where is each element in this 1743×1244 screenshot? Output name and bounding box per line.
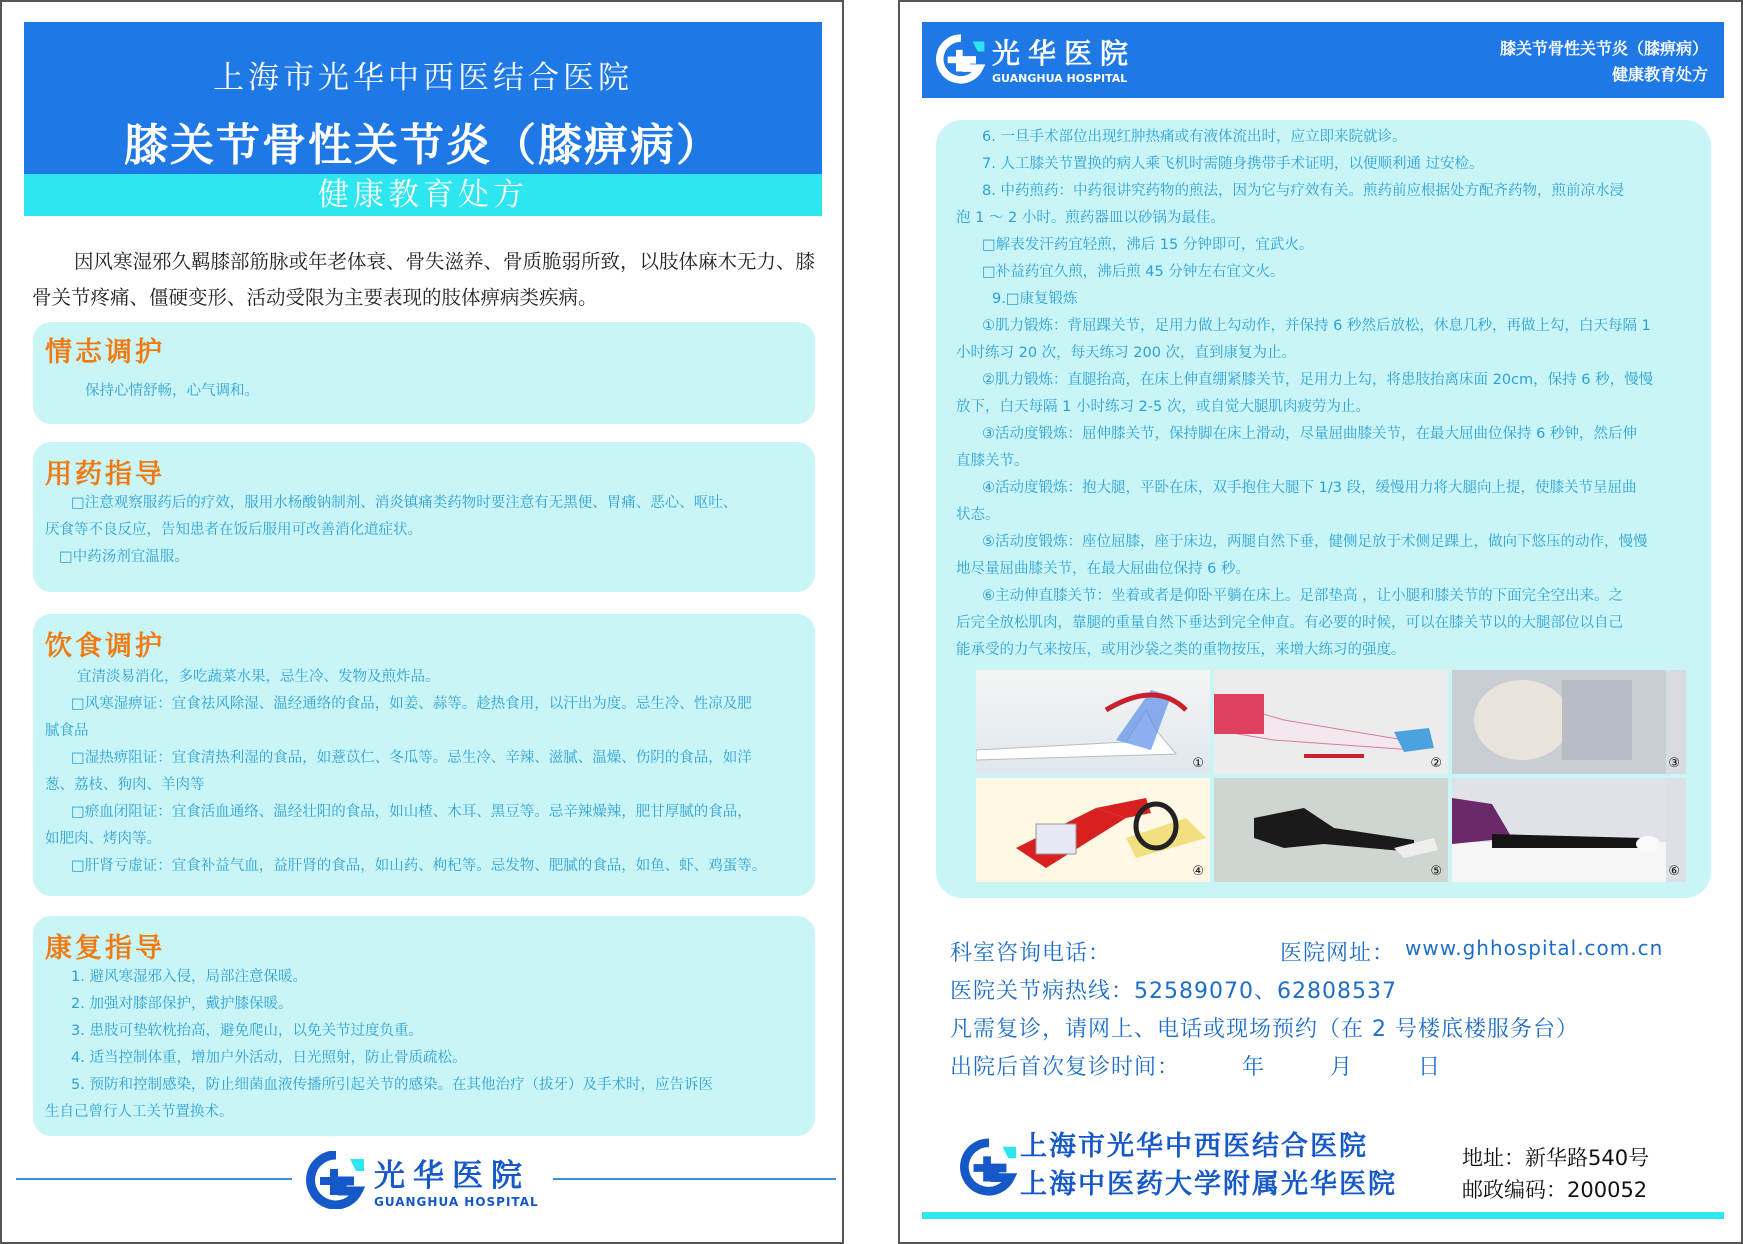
section-line: 3. 患肢可垫软枕抬高，避免爬山，以免关节过度负重。	[71, 1023, 423, 1039]
footer-logo	[960, 1138, 1018, 1200]
section-line: 腻食品	[45, 723, 89, 739]
section-line: □注意观察服药后的疗效，服用水杨酸钠制剂、消炎镇痛类药物时要注意有无黑便、胃痛、恶心、呕吐、	[71, 495, 738, 511]
medication-section	[33, 442, 815, 592]
content-line: ②肌力锻炼：直腿抬高，在床上伸直绷紧膝关节，足用力上勾，将患肢抬离床面 20cm，保持 6 秒，慢慢	[982, 372, 1654, 388]
logo-en-text: GUANGHUA HOSPITAL	[374, 1195, 539, 1209]
section-line: 生自己曾行人工关节置换术。	[45, 1104, 234, 1120]
footer-address-block	[1462, 1142, 1649, 1206]
content-line: 泡 1 ～ 2 小时。煎药器皿以砂锅为最佳。	[956, 210, 1225, 226]
footer-names	[1020, 1128, 1397, 1204]
photo-number: ⑤	[1430, 864, 1442, 879]
section-line: 厌食等不良反应，告知患者在饭后服用可改善消化道症状。	[45, 522, 422, 538]
page-title: 膝关节骨性关节炎（膝痹病）	[124, 120, 722, 171]
content-line: ③活动度锻炼：屈伸膝关节，保持脚在床上滑动，尽量屈曲膝关节，在最大屈曲位保持 6 秒钟，然后伸	[982, 426, 1637, 442]
content-line: 直膝关节。	[956, 453, 1029, 469]
hospital-name: 上海市光华中西医结合医院	[213, 60, 633, 96]
photo-number: ④	[1192, 864, 1204, 879]
content-line: 后完全放松肌肉，靠腿的重量自然下垂达到完全伸直。有必要的时候，可以在膝关节以的大腿部位以自己	[956, 615, 1623, 631]
followup-day: 日	[1418, 1055, 1442, 1080]
thigh-hug-illustration	[976, 778, 1210, 882]
header-banner	[24, 22, 822, 174]
content-line: ⑥主动伸直膝关节：坐着或者是仰卧平躺在床上。足部垫高 ，让小腿和膝关节的下面完全空出来。之	[982, 588, 1624, 604]
exercise-photo-2	[1214, 670, 1448, 774]
content-line: □补益药宜久煎，沸后煎 45 分钟左右宜文火。	[982, 264, 1285, 280]
section-line: 2. 加强对膝部保护，戴护膝保暖。	[71, 996, 293, 1012]
followup-month: 月	[1330, 1055, 1354, 1080]
section-line: 葱、荔枝、狗肉、羊肉等	[45, 777, 205, 793]
dept-phone-label: 科室咨询电话：	[950, 941, 1112, 966]
content-line: ①肌力锻炼：背屈踝关节，足用力做上勾动作，并保持 6 秒然后放松，休息几秒，再做上勾，白天每隔 1	[982, 318, 1651, 334]
footer-address: 地址：新华路540号	[1462, 1146, 1650, 1170]
hotline-text: 医院关节病热线：52589070、62808537	[950, 979, 1397, 1004]
exercise-photo-6	[1452, 778, 1686, 882]
content-line: □解表发汗药宜轻煎，沸后 15 分钟即可，宜武火。	[982, 237, 1314, 253]
content-line: 地尽量屈曲膝关节，在最大屈曲位保持 6 秒。	[956, 561, 1250, 577]
logo-cn-text: 光华医院	[992, 37, 1137, 70]
section-line: □湿热痹阻证：宜食清热利湿的食品，如薏苡仁、冬瓜等。忌生冷、辛辣、滋腻、温燥、伤阴的食品，如洋	[71, 750, 752, 766]
header-right	[1500, 36, 1708, 88]
emotion-section	[33, 322, 815, 424]
section-heading: 饮食调护	[45, 631, 165, 662]
diet-section	[33, 614, 815, 896]
section-line: 保持心情舒畅，心气调和。	[85, 383, 259, 399]
website-label: 医院网址：	[1280, 941, 1396, 966]
footer-postcode: 邮政编码：200052	[1462, 1178, 1648, 1202]
hospital-logo	[936, 32, 1136, 85]
intro-paragraph: 因风寒湿邪久羁膝部筋脉或年老体衰、骨失滋养、骨质脆弱所致，以肢体麻木无力、膝骨关节疼痛、僵硬变形、活动受限为主要表现的肢体痹病类疾病。	[32, 250, 816, 309]
rehab-section	[33, 916, 815, 1136]
section-line: 1. 避风寒湿邪入侵，局部注意保暖。	[71, 969, 307, 985]
content-line: 8. 中药煎药：中药很讲究药物的煎法，因为它与疗效有关。煎药前应根据处方配齐药物，煎前凉水浸	[982, 183, 1624, 199]
section-heading: 康复指导	[45, 933, 165, 964]
appointment-text: 凡需复诊，请网上、电话或现场预约（在 2 号楼底楼服务台）	[950, 1017, 1579, 1042]
website-link[interactable]: www.ghhospital.com.cn	[1405, 936, 1664, 960]
left-page	[0, 0, 844, 1244]
followup-label: 出院后首次复诊时间：	[950, 1055, 1181, 1080]
knee-bend-photo	[1452, 670, 1666, 774]
logo-mark-icon	[306, 1151, 366, 1209]
content-line: 小时练习 20 次，每天练习 200 次，直到康复为止。	[956, 345, 1297, 361]
header-subtitle: 健康教育处方	[1611, 65, 1708, 84]
photo-number: ③	[1668, 756, 1680, 771]
header-title: 膝关节骨性关节炎（膝痹病）	[1499, 39, 1708, 58]
section-line: □中药汤剂宜温服。	[59, 549, 189, 565]
content-line: 9.□康复锻炼	[992, 291, 1078, 307]
content-line: ④活动度锻炼：抱大腿，平卧在床，双手抱住大腿下 1/3 段，缓慢用力将大腿向上提，使膝关节呈屈曲	[982, 480, 1637, 496]
exercise-photo-4	[976, 778, 1210, 882]
section-line: □肝肾亏虚证：宜食补益气血，益肝肾的食品，如山药、枸杞等。忌发物、肥腻的食品，如鱼、虾、鸡蛋等。	[71, 858, 767, 874]
exercise-photo-1	[976, 670, 1210, 774]
content-line: 6. 一旦手术部位出现红肿热痛或有液体流出时，应立即来院就诊。	[982, 129, 1407, 145]
footer-university-name: 上海中医药大学附属光华医院	[1020, 1169, 1397, 1200]
content-line: 放下，白天每隔 1 小时练习 2-5 次，或自觉大腿肌肉疲劳为止。	[956, 399, 1370, 415]
content-line: 能承受的力气来按压，或用沙袋之类的重物按压，来增大练习的强度。	[956, 642, 1406, 658]
content-line: ⑤活动度锻炼：座位屈膝，座于床边，两腿自然下垂，健侧足放于术侧足踝上，做向下悠压的动作，慢慢	[982, 534, 1648, 550]
photo-number: ①	[1192, 756, 1204, 771]
hospital-logo	[292, 1150, 553, 1209]
section-line: □瘀血闭阻证：宜食活血通络、温经壮阳的食品，如山楂、木耳、黑豆等。忌辛辣燥辣，肥甘厚腻的食品，	[71, 804, 752, 820]
logo-en-text: GUANGHUA HOSPITAL	[992, 72, 1128, 85]
exercise-photos	[976, 670, 1680, 882]
knee-straighten-photo	[1452, 778, 1666, 882]
section-line: □风寒湿痹证：宜食祛风除湿、温经通络的食品，如姜、蒜等。趁热食用，以汗出为度。忌生冷、性凉及肥	[71, 696, 752, 712]
leg-raise-illustration	[1214, 670, 1448, 774]
content-line: 7. 人工膝关节置换的病人乘飞机时需随身携带手术证明，以便顺利通 过安检。	[982, 156, 1484, 172]
seated-flex-photo	[1214, 778, 1448, 882]
page-subtitle: 健康教育处方	[24, 174, 822, 216]
photo-number: ⑥	[1668, 864, 1680, 879]
exercise-photo-3	[1452, 670, 1686, 774]
followup-year: 年	[1242, 1055, 1266, 1080]
footer-hospital-name: 上海市光华中西医结合医院	[1020, 1131, 1368, 1162]
content-line: 状态。	[956, 507, 1000, 523]
logo-cn-text: 光华医院	[374, 1158, 530, 1194]
foot-flex-illustration	[976, 670, 1210, 774]
header-banner	[922, 22, 1724, 98]
photo-number: ②	[1430, 756, 1442, 771]
logo-mark-icon	[960, 1138, 1018, 1196]
section-heading: 情志调护	[45, 337, 165, 368]
section-line: 4. 适当控制体重，增加户外活动，日光照射，防止骨质疏松。	[71, 1050, 467, 1066]
right-page	[898, 0, 1743, 1244]
footer-bar	[922, 1212, 1724, 1219]
section-line: 如肥肉、烤肉等。	[45, 831, 161, 847]
exercise-photo-5	[1214, 778, 1448, 882]
section-heading: 用药指导	[45, 459, 165, 490]
section-line: 5. 预防和控制感染，防止细菌血液传播所引起关节的感染。在其他治疗（拔牙）及手术时，应告诉医	[71, 1077, 713, 1093]
logo-mark-icon	[936, 34, 986, 84]
section-line: 宜清淡易消化，多吃蔬菜水果，忌生冷、发物及煎炸品。	[77, 669, 440, 685]
